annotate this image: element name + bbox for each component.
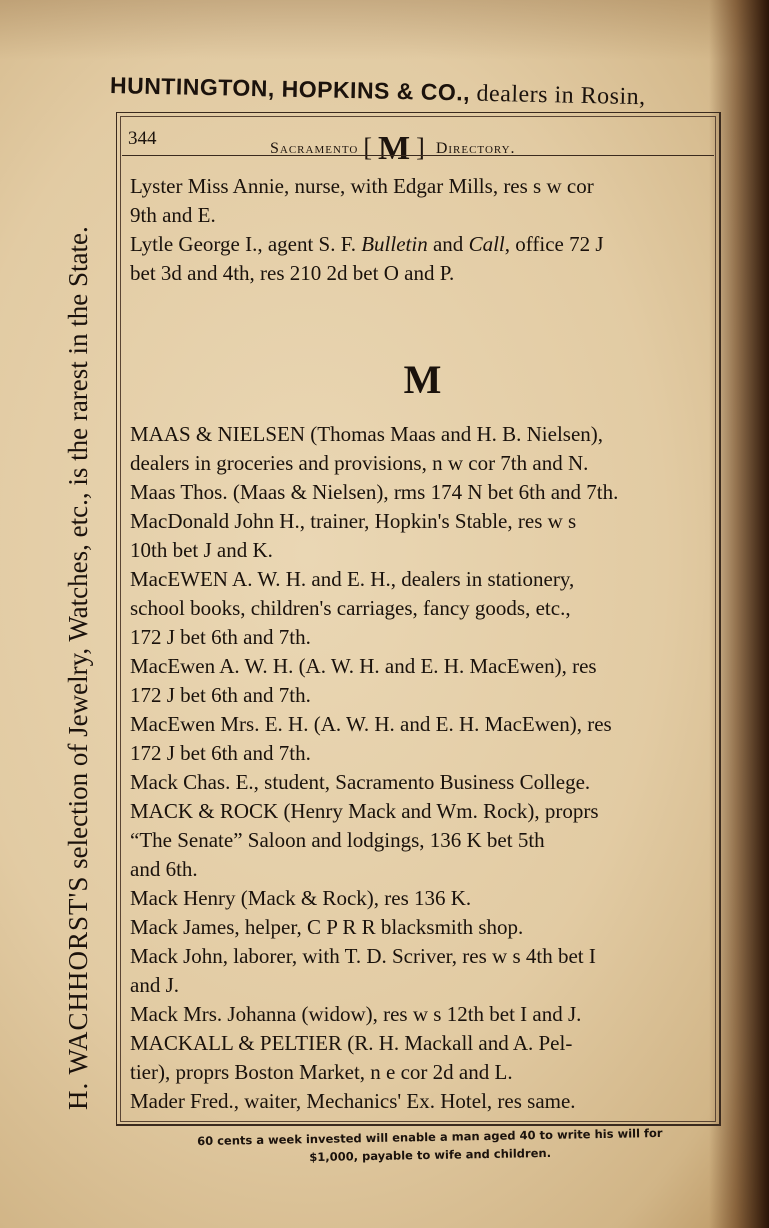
directory-entry xyxy=(130,1029,715,1087)
entry-line: MacEwen A. W. H. (A. W. H. and E. H. MacEwen), res xyxy=(130,654,597,678)
entry-text: Lytle George I., agent S. F. xyxy=(130,232,362,256)
footer-line-2: $1,000, payable to wife and children. xyxy=(309,1145,552,1165)
directory-entry xyxy=(130,942,715,1000)
header-bracket-open: [ xyxy=(363,133,374,162)
side-ad-text: selection of Jewelry, Watches, etc., is the rarest in the State. xyxy=(63,226,93,876)
top-advertisement xyxy=(110,72,750,113)
entry-line: 172 J bet 6th and 7th. xyxy=(130,625,311,649)
entry-line: Maas Thos. (Maas & Nielsen), rms 174 N bet 6th and 7th. xyxy=(130,480,619,504)
directory-entry xyxy=(130,565,715,652)
entry-line: MACKALL & PELTIER (R. H. Mackall and A. Pel- xyxy=(130,1031,573,1055)
directory-entry xyxy=(130,478,715,507)
header-rule xyxy=(122,155,714,156)
entry-line: MacDonald John H., trainer, Hopkin's Stable, res w s xyxy=(130,509,577,533)
section-letter: M xyxy=(403,357,442,402)
directory-entry xyxy=(130,710,715,768)
header-letter: M xyxy=(378,130,412,167)
directory-entry xyxy=(130,420,715,478)
entry-line: 10th bet J and K. xyxy=(130,538,273,562)
entry-text: and xyxy=(427,232,469,256)
entries-list xyxy=(130,420,715,1116)
entry-line: MACK & ROCK (Henry Mack and Wm. Rock), proprs xyxy=(130,799,599,823)
directory-entry xyxy=(130,652,715,710)
entry-text: , office 72 J xyxy=(504,232,604,256)
entry-line: MacEWEN A. W. H. and E. H., dealers in stationery, xyxy=(130,567,575,591)
entry-line xyxy=(130,230,715,259)
newspaper-name: Call xyxy=(468,232,505,256)
entry-line: “The Senate” Saloon and lodgings, 136 K bet 5th xyxy=(130,828,545,852)
directory-entry xyxy=(130,1087,715,1116)
top-ad-rest: dealers in Rosin, xyxy=(469,80,646,111)
entry-line: MAAS & NIELSEN (Thomas Maas and H. B. Nielsen), xyxy=(130,422,604,446)
header-right: Directory. xyxy=(435,140,516,157)
entry-line: bet 3d and 4th, res 210 2d bet O and P. xyxy=(130,261,455,285)
directory-entry xyxy=(130,768,715,797)
entry-line: Mack John, laborer, with T. D. Scriver, res w s 4th bet I xyxy=(130,944,596,968)
top-shading xyxy=(0,0,769,60)
header-title xyxy=(270,130,516,168)
entry-line: tier), proprs Boston Market, n e cor 2d and L. xyxy=(130,1060,513,1084)
entry-line: school books, children's carriages, fancy goods, etc., xyxy=(130,596,571,620)
directory-entry xyxy=(130,913,715,942)
directory-listing xyxy=(130,172,715,1116)
header-left: Sacramento xyxy=(270,140,359,157)
entry-line: and 6th. xyxy=(130,857,198,881)
entry-line: Lyster Miss Annie, nurse, with Edgar Mills, res s w cor xyxy=(130,174,594,198)
page-number: 344 xyxy=(128,128,157,149)
directory-entry xyxy=(130,884,715,913)
section-gap xyxy=(130,288,715,356)
running-header xyxy=(128,124,713,167)
entry-line: Mack Henry (Mack & Rock), res 136 K. xyxy=(130,886,472,910)
side-ad-name: H. WACHHORST'S xyxy=(63,875,93,1110)
entry-line: MacEwen Mrs. E. H. (A. W. H. and E. H. MacEwen), res xyxy=(130,712,612,736)
top-ad-firm: HUNTINGTON, HOPKINS & CO., xyxy=(109,72,471,106)
entry-line: 9th and E. xyxy=(130,203,216,227)
footer-line-1: 60 cents a week invested will enable a man aged 40 to write his will for xyxy=(197,1125,663,1149)
entry-line: 172 J bet 6th and 7th. xyxy=(130,683,311,707)
entry-line: Mack Mrs. Johanna (widow), res w s 12th bet I and J. xyxy=(130,1002,582,1026)
directory-entry xyxy=(130,1000,715,1029)
entry-line: 172 J bet 6th and 7th. xyxy=(130,741,311,765)
newspaper-name: Bulletin xyxy=(361,232,428,256)
directory-entry xyxy=(130,172,715,230)
directory-entry xyxy=(130,507,715,565)
entry-line: Mack Chas. E., student, Sacramento Business College. xyxy=(130,770,591,794)
entry-line: and J. xyxy=(130,973,179,997)
entry-line: Mader Fred., waiter, Mechanics' Ex. Hotel, res same. xyxy=(130,1089,576,1113)
directory-entry xyxy=(130,230,715,288)
directory-entry xyxy=(130,797,715,884)
entry-line: Mack James, helper, C P R R blacksmith shop. xyxy=(130,915,524,939)
footer-advertisement xyxy=(140,1123,721,1169)
header-bracket-close: ] xyxy=(416,133,426,162)
side-advertisement xyxy=(60,110,96,1110)
entry-line: dealers in groceries and provisions, n w cor 7th and N. xyxy=(130,451,589,475)
